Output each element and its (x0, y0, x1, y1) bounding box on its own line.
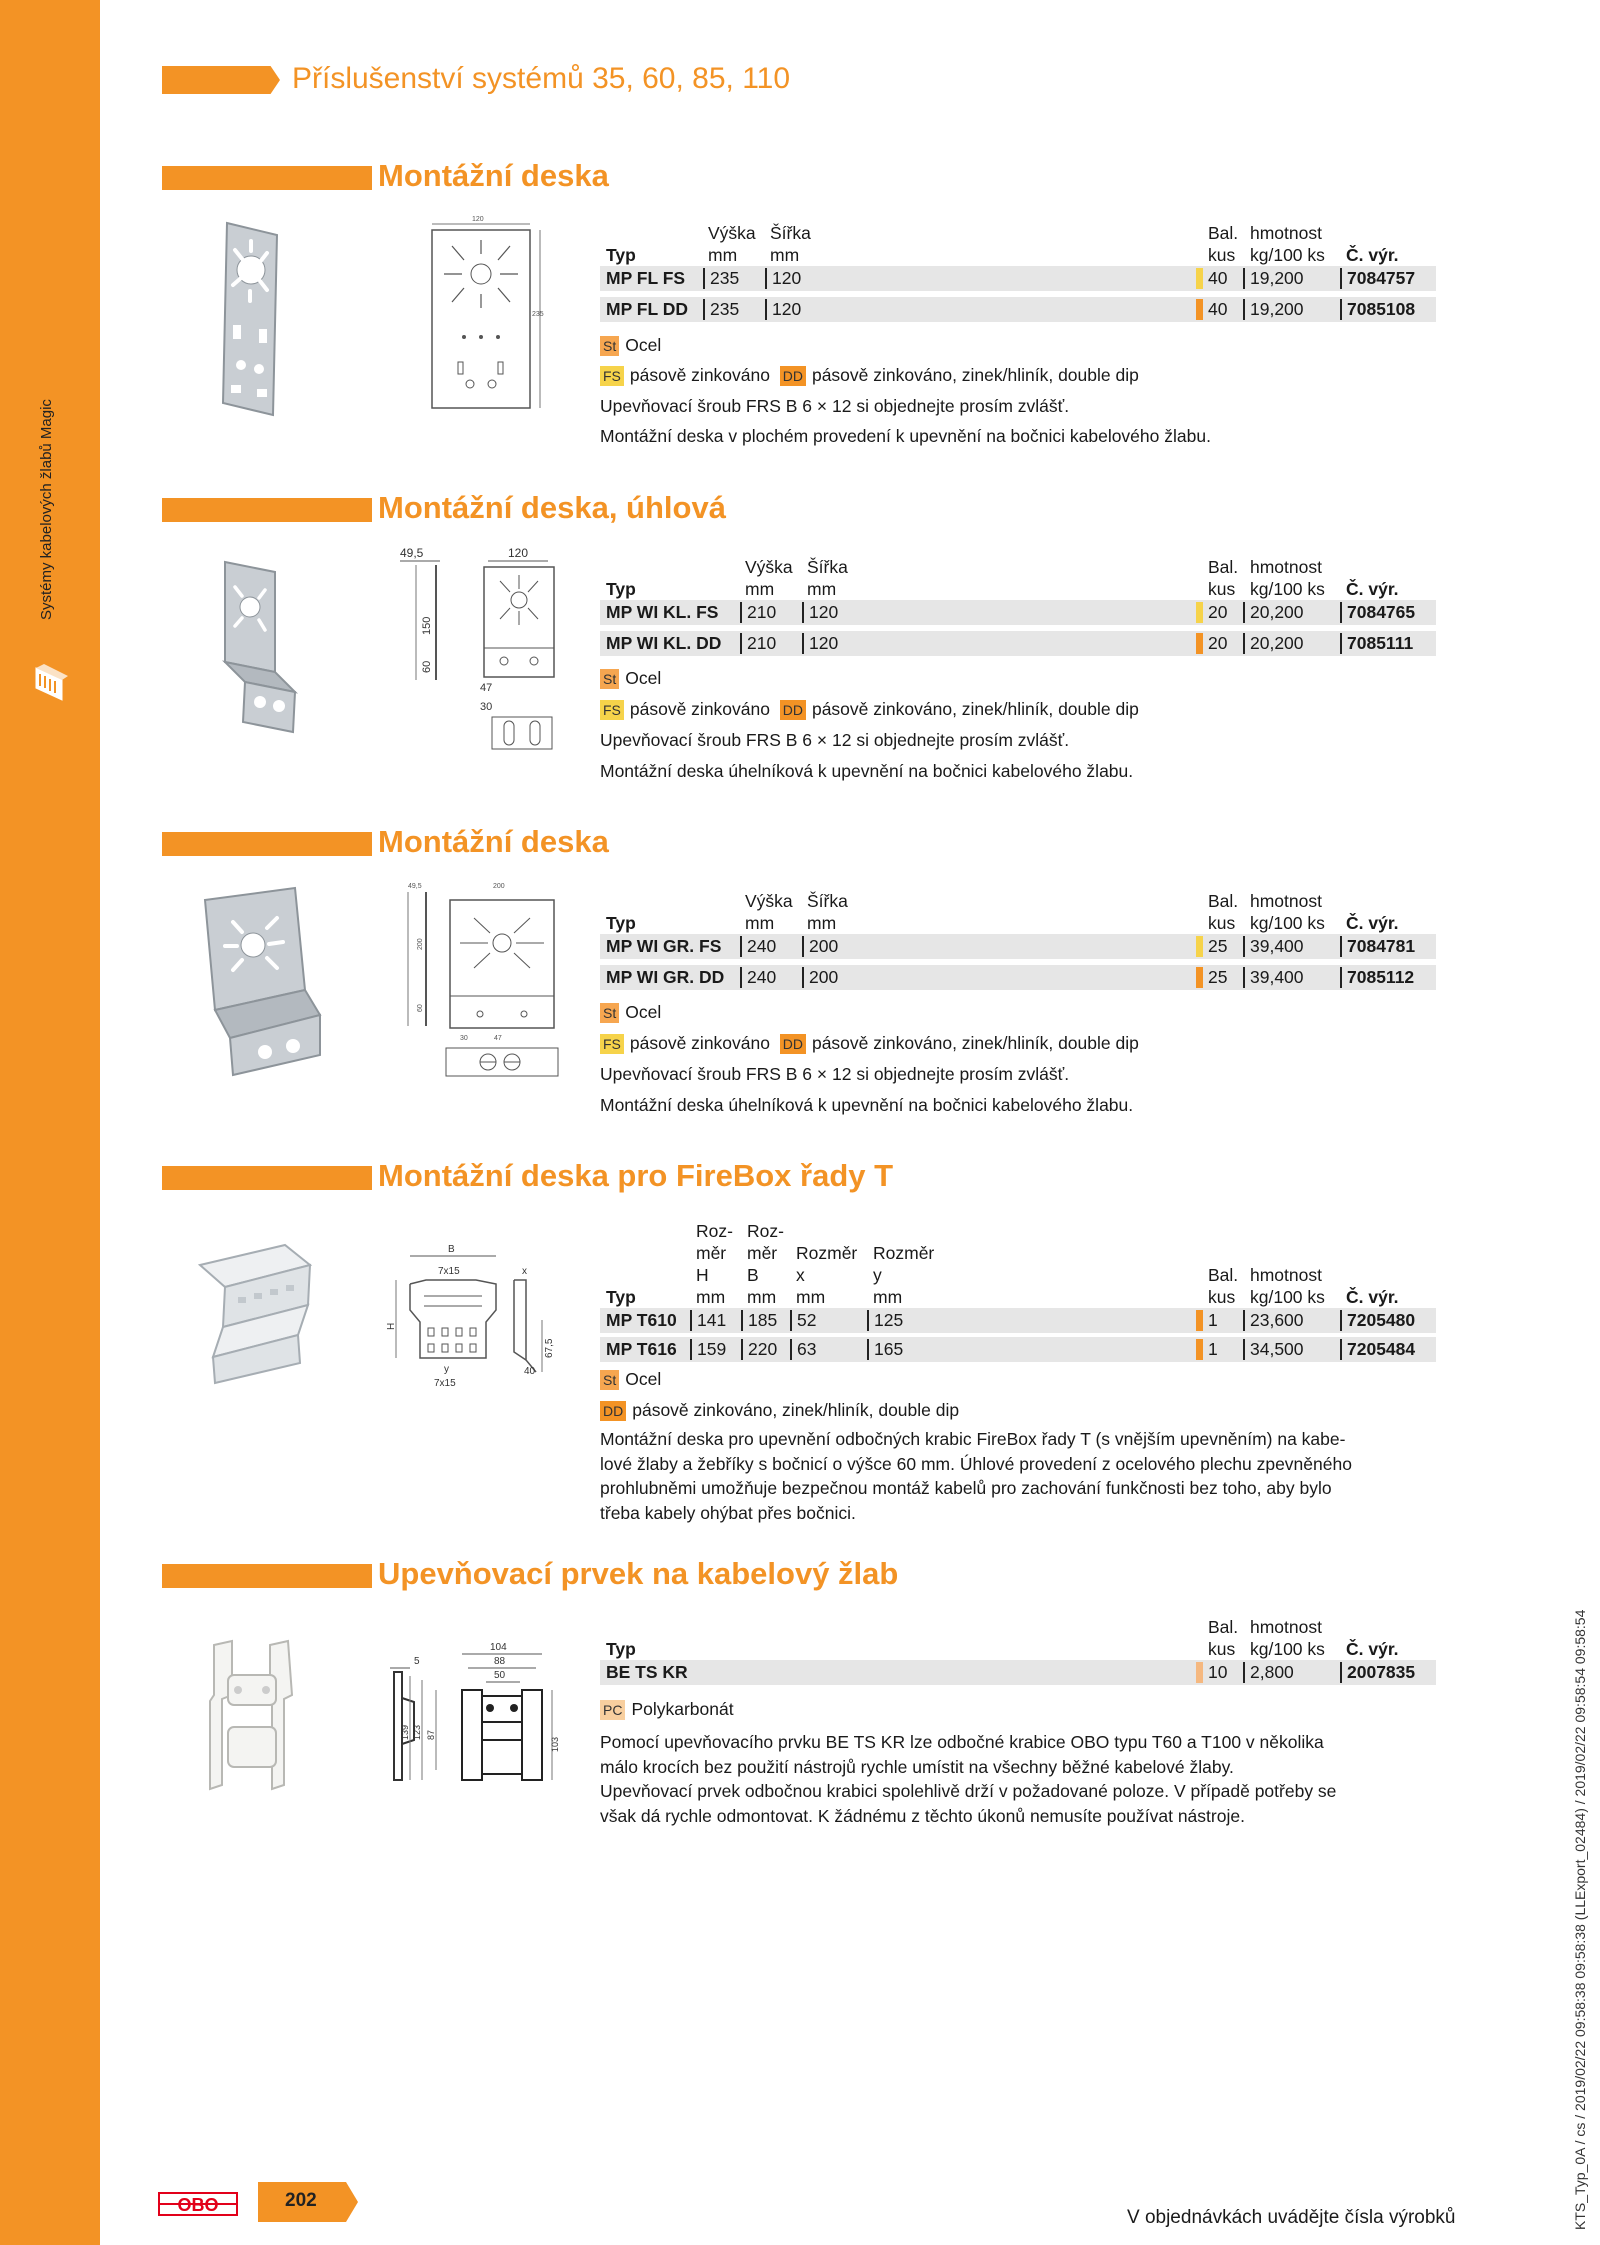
finish-marker (1196, 936, 1203, 957)
finish-marker (1196, 268, 1203, 289)
col-header-kus: kus (1208, 913, 1236, 933)
angle-plate-photo (205, 552, 300, 742)
cable-tray-fixing-photo (192, 1635, 312, 1795)
cell-kg: 39,400 (1243, 967, 1304, 988)
section-accent-bar (162, 1564, 372, 1588)
finish-line (600, 1031, 1139, 1055)
col-header-unit: mm (708, 245, 738, 265)
angle-plate-drawing (400, 545, 580, 755)
cell-sirka: 200 (802, 967, 838, 988)
dim-x: x (522, 1266, 527, 1277)
col-header-bal: Bal. (1208, 1617, 1239, 1637)
cell-typ: MP FL DD (606, 299, 688, 319)
material-label: Ocel (625, 668, 662, 688)
col-header-typ: Typ (606, 1287, 636, 1307)
dim-width: 120 (508, 546, 529, 560)
firebox-plate-photo (190, 1235, 320, 1385)
col-header-kg: kg/100 ks (1250, 1287, 1325, 1307)
cell-vyska: 235 (703, 268, 739, 289)
cell-vyska: 235 (703, 299, 739, 320)
col-header-sirka: Šířka (807, 557, 848, 577)
col-header-b: Roz- (747, 1221, 784, 1241)
dim-104: 104 (490, 1642, 507, 1653)
dim-139: 139 (400, 1724, 410, 1740)
dim-103: 103 (550, 1736, 560, 1752)
export-stamp: KTS_Typ_0A / cs / 2019/02/22 09:58:38 09:58:38 (LLExport_02484) / 2019/02/22 09:58:54 09:58:54 (1572, 1609, 1588, 2230)
cell-cislo: 7085108 (1340, 299, 1415, 320)
cell-typ: MP WI GR. FS (606, 936, 722, 956)
paragraph-line: třeba kabely ohýbat přes bočnici. (600, 1502, 856, 1523)
col-header-kg: kg/100 ks (1250, 579, 1325, 599)
cell-kus: 1 (1208, 1310, 1218, 1330)
sidebar-band (0, 0, 100, 2245)
cell-kus: 10 (1208, 1662, 1228, 1682)
dim-height: 235 (532, 311, 544, 318)
finish-line (600, 697, 1139, 721)
finish-marker (1196, 967, 1203, 988)
header-accent-bar (162, 66, 280, 94)
dim-b: 60 (421, 660, 433, 673)
cell-cislo: 7205480 (1340, 1310, 1415, 1331)
cell-cislo: 7084765 (1340, 602, 1415, 623)
cell-kg: 23,600 (1243, 1310, 1304, 1331)
cell-kus: 40 (1208, 299, 1228, 319)
finish-code-fs: FS (600, 700, 624, 720)
dim-holes-bottom: 7x15 (434, 1378, 456, 1389)
col-header-unit: mm (745, 913, 775, 933)
description-line: Montážní deska v plochém provedení k upevnění na bočnici kabelového žlabu. (600, 426, 1211, 446)
note-line: Upevňovací šroub FRS B 6 × 12 si objednejte prosím zvlášť. (600, 1064, 1070, 1084)
paragraph-line: Pomocí upevňovacího prvku BE TS KR lze odbočné krabice OBO typu T60 a T100 v několika (600, 1732, 1324, 1752)
dim-height: 150 (421, 616, 433, 635)
table-row (600, 1660, 1436, 1685)
col-header-vyska: Výška (745, 557, 793, 577)
col-header-unit: mm (873, 1287, 903, 1307)
dim-675: 67,5 (544, 1338, 555, 1358)
finish-code-fs: FS (600, 366, 624, 386)
cell-kg: 34,500 (1243, 1339, 1304, 1360)
table-row (600, 631, 1436, 656)
finish-marker (1196, 1310, 1203, 1331)
footer-note: V objednávkách uvádějte čísla výrobků (1127, 2207, 1456, 2228)
col-header-bal: Bal. (1208, 223, 1239, 243)
col-header-kg: kg/100 ks (1250, 245, 1325, 265)
finish-label-dd: pásově zinkováno, zinek/hliník, double dip (811, 365, 1139, 385)
col-header-cislo: Č. výr. (1346, 1287, 1399, 1307)
paragraph-line: Montážní deska pro upevnění odbočných krabic FireBox řady T (s vnějším upevněním) na kabe- (600, 1429, 1346, 1449)
cell-vyska: 210 (740, 633, 776, 654)
firebox-plate-drawing (386, 1240, 571, 1390)
col-header-typ: Typ (606, 245, 636, 265)
col-header-typ: Typ (606, 913, 636, 933)
paragraph-line: málo krocích bez použití nástrojů rychle umístit na všechny běžné kabelové žlaby. (600, 1756, 1234, 1777)
cell-sirka: 120 (802, 633, 838, 654)
dim-a: 49,5 (400, 546, 424, 560)
col-header-unit: mm (807, 913, 837, 933)
side-label: Systémy kabelových žlabů Magic (38, 399, 55, 620)
cell-cislo: 7085112 (1340, 967, 1414, 988)
cell-sirka: 200 (802, 936, 838, 957)
finish-label-fs: pásově zinkováno (629, 699, 770, 719)
cell-b: 220 (741, 1339, 777, 1360)
cell-typ: MP WI KL. FS (606, 602, 719, 622)
description-line: Montážní deska úhelníková k upevnění na bočnici kabelového žlabu. (600, 1095, 1134, 1115)
dim-5: 5 (414, 1656, 420, 1667)
col-header-unit: mm (796, 1287, 826, 1307)
cell-cislo: 7084757 (1340, 268, 1415, 289)
cell-typ: BE TS KR (606, 1662, 688, 1682)
cell-kus: 25 (1208, 936, 1228, 956)
col-header-x: Rozměr (796, 1243, 858, 1263)
finish-code-dd: DD (780, 366, 806, 386)
cell-kg: 20,200 (1243, 633, 1304, 654)
dim-87: 87 (426, 1729, 436, 1740)
material-code: St (600, 1370, 619, 1390)
section-accent-bar (162, 832, 372, 856)
table-row (600, 1337, 1436, 1362)
section-title: Montážní deska (378, 824, 609, 859)
cell-sirka: 120 (802, 602, 838, 623)
finish-line (600, 1398, 959, 1422)
cable-tray-icon (32, 660, 68, 704)
col-header-vyska: Výška (708, 223, 756, 243)
section-title: Upevňovací prvek na kabelový žlab (378, 1556, 899, 1591)
material-code: St (600, 669, 619, 689)
dim-width: 120 (472, 216, 484, 223)
col-header-y: y (873, 1265, 882, 1285)
col-header-hmotnost: hmotnost (1250, 891, 1322, 911)
cell-kg: 2,800 (1243, 1662, 1294, 1683)
col-header-kus: kus (1208, 245, 1236, 265)
col-header-typ: Typ (606, 579, 636, 599)
cell-h: 159 (690, 1339, 726, 1360)
dim-H: H (386, 1322, 397, 1330)
col-header-bal: Bal. (1208, 891, 1239, 911)
col-header-kus: kus (1208, 579, 1236, 599)
cell-kus: 1 (1208, 1339, 1218, 1359)
cell-cislo: 7085111 (1340, 633, 1413, 654)
note-line: Upevňovací šroub FRS B 6 × 12 si objednejte prosím zvlášť. (600, 396, 1070, 416)
dim-c: 30 (480, 701, 493, 713)
col-header-cislo: Č. výr. (1346, 579, 1399, 599)
cell-kg: 39,400 (1243, 936, 1304, 957)
finish-label-dd: pásově zinkováno, zinek/hliník, double dip (811, 1033, 1139, 1053)
cell-kg: 19,200 (1243, 299, 1304, 320)
product-table (600, 1616, 1436, 1691)
cell-typ: MP FL FS (606, 268, 686, 288)
note-line: Upevňovací šroub FRS B 6 × 12 si objednejte prosím zvlášť. (600, 730, 1070, 750)
material-code: St (600, 336, 619, 356)
col-header-hmotnost: hmotnost (1250, 1265, 1322, 1285)
cell-kg: 20,200 (1243, 602, 1304, 623)
product-table (600, 1220, 1436, 1366)
product-table (600, 890, 1436, 996)
col-header-kg: kg/100 ks (1250, 1639, 1325, 1659)
finish-marker (1196, 1662, 1203, 1683)
col-header-unit: mm (696, 1287, 726, 1307)
col-header-vyska: Výška (745, 891, 793, 911)
col-header-kg: kg/100 ks (1250, 913, 1325, 933)
col-header-sirka: Šířka (770, 223, 811, 243)
table-row (600, 1308, 1436, 1333)
dim-c: 30 (460, 1035, 468, 1042)
cell-vyska: 240 (740, 936, 776, 957)
dim-width: 200 (493, 883, 505, 890)
cell-h: 141 (690, 1310, 726, 1331)
cell-typ: MP WI GR. DD (606, 967, 725, 987)
col-header-x: x (796, 1265, 805, 1285)
description-paragraph (600, 1427, 1450, 1525)
section-title: Montážní deska, úhlová (378, 490, 726, 525)
table-row (600, 965, 1436, 990)
finish-marker (1196, 633, 1203, 654)
cell-kus: 25 (1208, 967, 1228, 987)
finish-marker (1196, 1339, 1203, 1360)
finish-label-fs: pásově zinkováno (629, 365, 770, 385)
cable-tray-fixing-drawing (390, 1640, 565, 1790)
material-line (600, 1367, 661, 1391)
cell-typ: MP T616 (606, 1339, 677, 1359)
cell-sirka: 120 (765, 299, 801, 320)
material-line (600, 666, 661, 690)
page-number: 202 (285, 2190, 317, 2211)
paragraph-line: lové žlaby a žebříky s bočnicí o výšce 60 mm. Úhlové provedení z ocelového plechu zpevněného (600, 1453, 1352, 1474)
col-header-hmotnost: hmotnost (1250, 557, 1322, 577)
material-label: Polykarbonát (631, 1699, 734, 1719)
finish-line (600, 363, 1139, 387)
finish-code-dd: DD (600, 1401, 626, 1421)
paragraph-line: Upevňovací prvek odbočnou krabici spolehlivě drží v požadované poloze. V případě potřeby se (600, 1781, 1337, 1801)
large-angle-plate-photo (195, 880, 325, 1080)
material-code: St (600, 1003, 619, 1023)
finish-marker (1196, 602, 1203, 623)
cell-kus: 20 (1208, 633, 1228, 653)
table-row (600, 600, 1436, 625)
dim-50: 50 (494, 1670, 506, 1681)
dim-holes-top: 7x15 (438, 1266, 460, 1277)
col-header-b: B (747, 1265, 759, 1285)
cell-cislo: 2007835 (1340, 1662, 1415, 1683)
col-header-h: H (696, 1265, 709, 1285)
dim-d: 47 (480, 682, 493, 694)
description-line: Montážní deska úhelníková k upevnění na bočnici kabelového žlabu. (600, 761, 1134, 781)
cell-y: 125 (867, 1310, 903, 1331)
cell-cislo: 7084781 (1340, 936, 1415, 957)
material-label: Ocel (625, 1002, 662, 1022)
dim-123: 123 (412, 1724, 422, 1740)
col-header-kus: kus (1208, 1639, 1236, 1659)
col-header-bal: Bal. (1208, 557, 1239, 577)
table-row (600, 266, 1436, 291)
paragraph-line: však dá rychle odmontovat. K žádnému z těchto úkonů nemusíte používat nástroje. (600, 1805, 1245, 1826)
dim-height: 200 (417, 938, 424, 950)
col-header-hmotnost: hmotnost (1250, 223, 1322, 243)
obo-logo (158, 2192, 238, 2216)
dim-a: 49,5 (408, 883, 422, 890)
finish-marker (1196, 299, 1203, 320)
product-table (600, 556, 1436, 662)
col-header-h: měr (696, 1243, 727, 1263)
cell-vyska: 240 (740, 967, 776, 988)
col-header-sirka: Šířka (807, 891, 848, 911)
cell-kg: 19,200 (1243, 268, 1304, 289)
col-header-cislo: Č. výr. (1346, 245, 1399, 265)
description-paragraph (600, 1730, 1450, 1828)
material-line (600, 1697, 734, 1721)
mounting-plate-photo (205, 215, 295, 425)
cell-typ: MP T610 (606, 1310, 677, 1330)
dim-B: B (448, 1244, 455, 1255)
cell-kus: 20 (1208, 602, 1228, 622)
cell-b: 185 (741, 1310, 777, 1331)
col-header-kus: kus (1208, 1287, 1236, 1307)
section-accent-bar (162, 1166, 372, 1190)
section-accent-bar (162, 498, 372, 522)
material-label: Ocel (625, 1369, 662, 1389)
finish-label-dd: pásově zinkováno, zinek/hliník, double dip (632, 1400, 960, 1420)
dim-88: 88 (494, 1656, 506, 1667)
table-row (600, 934, 1436, 959)
col-header-unit: mm (770, 245, 800, 265)
product-table (600, 222, 1436, 328)
col-header-unit: mm (745, 579, 775, 599)
cell-typ: MP WI KL. DD (606, 633, 722, 653)
col-header-typ: Typ (606, 1639, 636, 1659)
paragraph-line: prohlubněmi umožňuje bezpečnou montáž kabelů pro zachování funkčnosti bez toho, aby bylo (600, 1478, 1332, 1498)
finish-code-dd: DD (780, 1034, 806, 1054)
dim-d: 47 (494, 1035, 502, 1042)
material-code: PC (600, 1700, 625, 1720)
dim-b: 60 (417, 1004, 424, 1012)
col-header-b: měr (747, 1243, 778, 1263)
section-title: Montážní deska pro FireBox řady T (378, 1158, 894, 1193)
cell-kus: 40 (1208, 268, 1228, 288)
col-header-bal: Bal. (1208, 1265, 1239, 1285)
section-title: Montážní deska (378, 158, 609, 193)
cell-sirka: 120 (765, 268, 801, 289)
col-header-unit: mm (747, 1287, 777, 1307)
material-label: Ocel (625, 335, 662, 355)
large-angle-plate-drawing (398, 878, 568, 1083)
col-header-hmotnost: hmotnost (1250, 1617, 1322, 1637)
table-row (600, 297, 1436, 322)
col-header-unit: mm (807, 579, 837, 599)
finish-label-dd: pásově zinkováno, zinek/hliník, double dip (811, 699, 1139, 719)
logo-text: OBO (177, 2195, 219, 2215)
cell-x: 52 (790, 1310, 816, 1331)
col-header-h: Roz- (696, 1221, 733, 1241)
section-accent-bar (162, 166, 372, 190)
page-title: Příslušenství systémů 35, 60, 85, 110 (292, 62, 791, 95)
finish-code-fs: FS (600, 1034, 624, 1054)
cell-y: 165 (867, 1339, 903, 1360)
dim-40: 40 (524, 1366, 536, 1377)
mounting-plate-drawing (412, 212, 547, 417)
dim-y: y (444, 1364, 449, 1375)
col-header-cislo: Č. výr. (1346, 1639, 1399, 1659)
cell-vyska: 210 (740, 602, 776, 623)
material-line (600, 333, 661, 357)
col-header-y: Rozměr (873, 1243, 935, 1263)
material-line (600, 1000, 661, 1024)
cell-x: 63 (790, 1339, 816, 1360)
finish-label-fs: pásově zinkováno (629, 1033, 770, 1053)
cell-cislo: 7205484 (1340, 1339, 1415, 1360)
col-header-cislo: Č. výr. (1346, 913, 1399, 933)
finish-code-dd: DD (780, 700, 806, 720)
